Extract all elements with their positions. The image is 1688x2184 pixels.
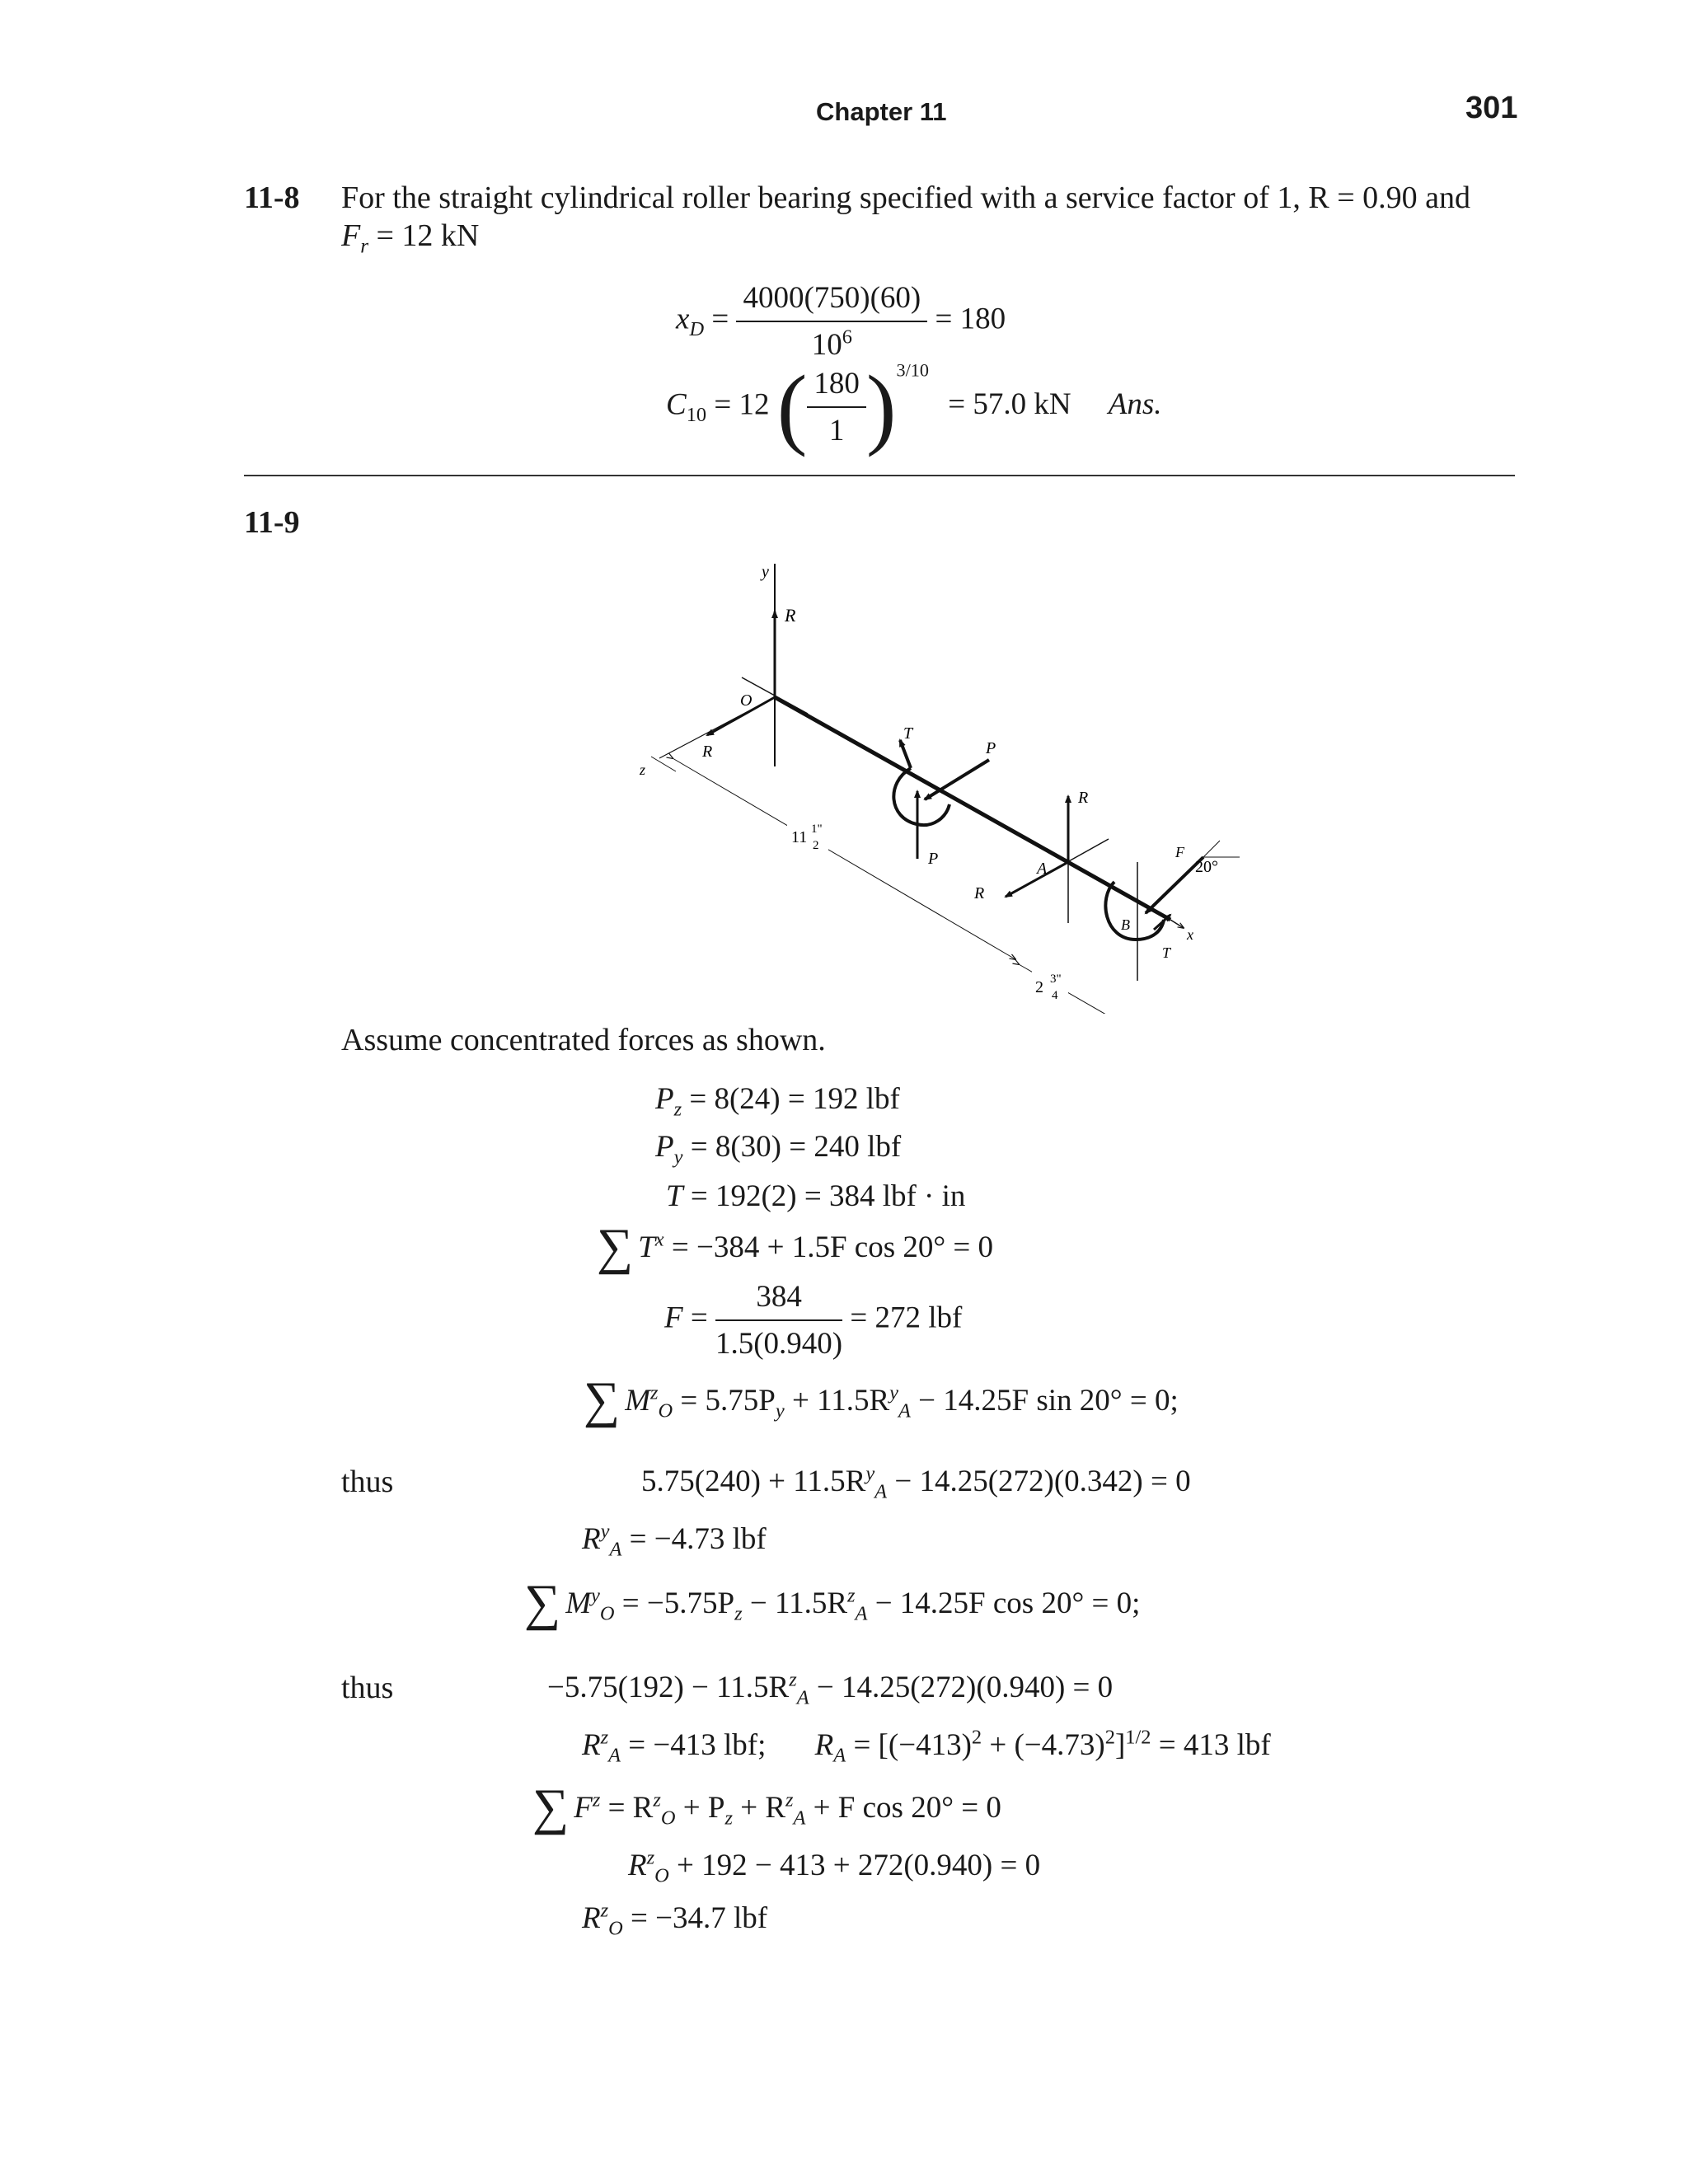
eq-sum-fz: ∑ $F^z = R^z_O + P_z + R^z_A + F$ cos 20° = 0: [532, 1779, 1001, 1835]
eq-t: T = 192(2) = 384 lbf · in: [666, 1179, 966, 1213]
svg-text:3": 3": [1050, 972, 1062, 986]
torque-t1-arrow: [900, 740, 911, 768]
dimension-line-1: [673, 758, 1015, 959]
point-o-label: O: [740, 691, 753, 710]
equation-c10: $C_{10} = 12$ ( $\frac{180}{1}$ )$^{3/10}$ = 57.0 kN Ans.: [666, 357, 1162, 457]
z-axis: [659, 697, 775, 758]
point-a-label: A: [1037, 860, 1048, 878]
eq-raz: $R^z_A = -413$ lbf; $R_A = [(-413)^2 + (-4.73)^2]^{1/2} = 413$ lbf: [582, 1726, 1271, 1767]
eq-f: F = $\frac{384}{1.5(0.940)}$ = 272 lbf: [664, 1280, 963, 1361]
assumption-text: Assume concentrated forces as shown.: [341, 1023, 826, 1057]
eq-roz: $R^z_O = -34.7$ lbf: [582, 1899, 768, 1940]
svg-text:2: 2: [813, 839, 819, 852]
dimension-2-label: 2: [1035, 978, 1043, 996]
z-axis-label: z: [640, 762, 646, 778]
svg-text:1": 1": [811, 823, 823, 836]
force-pz-label: P: [986, 739, 996, 757]
eq-sum-tx: ∑ $T^x = -384 + 1.5F$ cos 20° = 0: [597, 1219, 994, 1275]
equation-xd: $x_D$ = $\frac{4000(750)(60)}{10^6}$ = 180: [676, 281, 1006, 362]
shaft-free-body-diagram: [626, 552, 1253, 1014]
svg-text:4: 4: [1052, 989, 1058, 1002]
chapter-header: Chapter 11: [816, 97, 947, 126]
problem-statement-line1: For the straight cylindrical roller bearing specified with a service factor of 1, R = 0.90 and: [341, 180, 1470, 215]
torque-t1-arc: [893, 768, 950, 825]
angle-label: 20°: [1195, 858, 1218, 876]
problem-id-11-8: 11-8: [244, 180, 300, 215]
point-b-label: B: [1121, 916, 1130, 933]
eq-py: $P_y = 8(30) = 240$ lbf: [655, 1130, 902, 1169]
eq-roz-sub: $R^z_O + 192 - 413 + 272(0.940) = 0$: [628, 1846, 1041, 1887]
problem-id-11-9: 11-9: [244, 505, 300, 540]
problem-statement-line2: $F_r = 12$ kN: [341, 218, 480, 258]
force-f-label: F: [1175, 844, 1184, 860]
x-axis-label: x: [1187, 926, 1193, 943]
reaction-a-z-label: R: [974, 884, 985, 902]
eq-sum-moy: ∑ $M^y_O = -5.75P_z - 11.5R^z_A - 14.25F$ cos 20° = 0;: [524, 1575, 1141, 1631]
section-divider: [244, 475, 1515, 476]
force-pz-arrow: [925, 760, 989, 799]
eq-thus-2: $-5.75(192) - 11.5R^z_A - 14.25(272)(0.940) = 0$: [547, 1668, 1114, 1709]
torque-t1-label: T: [903, 724, 913, 743]
dimension-1-label: 11: [791, 828, 808, 846]
reaction-o-y-label: R: [785, 605, 796, 626]
eq-ray: $R^y_A = -4.73$ lbf: [582, 1520, 767, 1561]
x-axis: [1170, 920, 1184, 928]
reaction-a-y-label: R: [1078, 789, 1089, 807]
torque-t2-label: T: [1162, 944, 1171, 961]
eq-pz: $P_z = 8(24) = 192$ lbf: [655, 1082, 900, 1121]
force-py-label: P: [928, 850, 939, 868]
thus-label-1: thus: [341, 1465, 394, 1499]
thus-label-2: thus: [341, 1671, 394, 1705]
eq-thus-1: $5.75(240) + 11.5R^y_A - 14.25(272)(0.342) = 0$: [641, 1462, 1191, 1503]
fraction: $\frac{4000(750)(60)}{10^6}$: [736, 280, 927, 363]
page-number: 301: [1465, 91, 1518, 125]
reaction-o-z-label: R: [702, 743, 713, 761]
eq-sum-moz: ∑ $M^z_O = 5.75P_y + 11.5R^y_A - 14.25F$ sin 20° = 0;: [584, 1372, 1179, 1428]
y-axis-label: y: [762, 563, 769, 581]
